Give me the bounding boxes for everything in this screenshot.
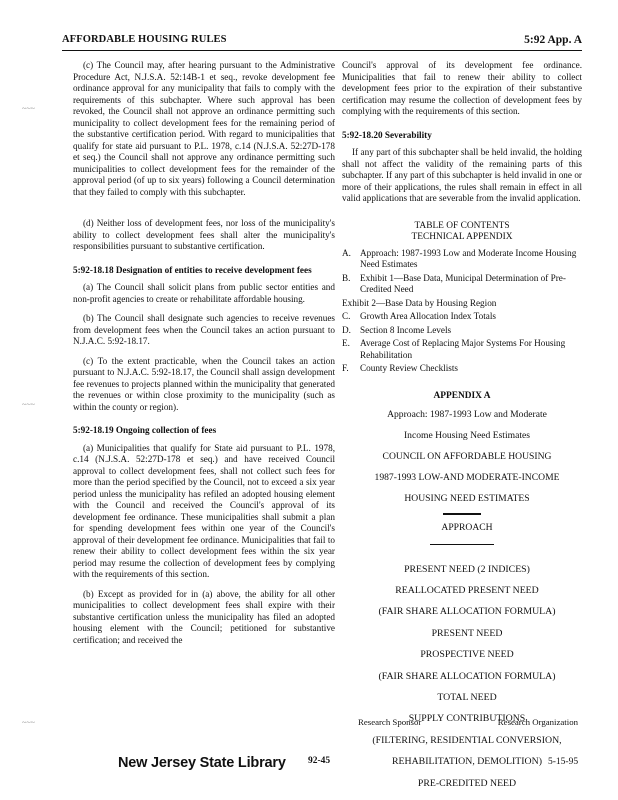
need-flow-line: PRE-CREDITED NEED <box>417 777 517 789</box>
margin-mark: ~~~ <box>22 104 35 113</box>
page-number: 92-45 <box>308 756 331 766</box>
toc-item <box>342 338 582 361</box>
need-flow-line: PRESENT NEED (2 INDICES) <box>404 563 530 575</box>
library-stamp: New Jersey State Library <box>118 755 286 771</box>
need-flow-list <box>342 563 582 790</box>
toc-list <box>342 248 582 375</box>
margin-mark: ~~~ <box>22 718 35 727</box>
toc-item-key: B. <box>342 272 351 283</box>
need-flow-line: REALLOCATED PRESENT NEED <box>395 584 539 596</box>
running-header <box>62 34 582 51</box>
paragraph-c-revocation: (c) The Council may, after hearing pursuant to the Administrative Procedure Act, N.J.S.A. 52:14B-1 et seq., revoke development fee ordinance approval for any municipality that fails to comply with the requirements of this subchapter. Where such approval has been revoked, the Council shall not approve an ordinance permitting such municipality to collect development fees for the remaining period of the substantive certification period. With regard to municipalities that qualify for state aid pursuant to P.L. 1978, c.14 (N.J.S.A. 52:27D-178 et seq.) the Council shall not approve any ordinance permitting such municipalities to collect development fees for the remainder of the approval period (of up to six years) following a Council determination that they failed to comply with this subchapter. <box>73 60 335 197</box>
toc-item <box>342 248 582 271</box>
toc-title: TABLE OF CONTENTS <box>414 220 510 231</box>
appendix-heading: APPENDIX A <box>433 390 491 401</box>
research-sponsor-label: Research Sponsor <box>358 717 422 727</box>
paragraph-18-a: (a) The Council shall solicit plans from public sector entities and non-profit agencies to create or rehabilitate affordable housing. <box>73 282 335 304</box>
appendix-subtitle-1: Approach: 1987-1993 Low and Moderate <box>387 409 547 420</box>
toc-item <box>342 298 582 310</box>
header-title: AFFORDABLE HOUSING RULES <box>62 34 227 45</box>
paragraph-d: (d) Neither loss of development fees, nor loss of the municipality's ability to collect development fees shall alter the municipality's responsibilities pursuant to substantive certification. <box>73 218 335 251</box>
toc-item-key: E. <box>342 338 350 348</box>
appendix-subtitle-2: Income Housing Need Estimates <box>403 430 531 441</box>
research-organization-label: Research Organization <box>497 717 578 727</box>
toc-item-text: Approach: 1987-1993 Low and Moderate Income Housing Need Estimates <box>360 247 577 269</box>
toc-item-text: County Review Checklists <box>360 363 458 373</box>
paragraph-severability: If any part of this subchapter shall be held invalid, the holding shall not affect the validity of the remaining parts of this subchapter. If any part of this subchapter is held invalid in one or more of their applications, the rules shall remain in effect in all valid applications that are severable from the invalid application. <box>342 147 582 203</box>
divider <box>430 544 494 545</box>
toc-item-text: Section 8 Income Levels <box>360 324 452 335</box>
toc-item-text: Average Cost of Replacing Major Systems For Housing Rehabilitation <box>360 338 566 360</box>
left-column <box>73 60 335 654</box>
paragraph-18-c: (c) To the extent practicable, when the Council takes an action pursuant to N.J.A.C. 5:92-18.17, the Council shall assign development fee revenues to projects planned within the municipality that generated the revenues or within close proximity to the municipality (such as within the county or region). <box>73 355 335 412</box>
toc-item-text: Exhibit 1—Base Data, Municipal Determination of Pre-Credited Need <box>360 272 566 294</box>
toc-item-text: Growth Area Allocation Index Totals <box>360 311 496 321</box>
need-flow-line: TOTAL NEED <box>437 691 497 703</box>
section-heading-18-19: 5:92-18.19 Ongoing collection of fees <box>73 425 217 435</box>
paragraph-19-a: (a) Municipalities that qualify for State aid pursuant to P.L. 1978, c.14 (N.J.S.A. 52:27D-178 et seq.) and have received Council approval to collect development fees, shall not collect such fees for more than the period specified by the Council, not to exceed a six year period unless the municipality has refiled an adopted housing element with the Council and received the Council's approval of its development fee ordinance. These municipalities shall submit a plan for spending development fees within one year of the Council's approval of their development fee ordinance. Municipalities that fail to renew their ability to collect development fees within the six year period may resume the collection of development fees by complying with the requirements of this section. <box>73 442 335 579</box>
right-column <box>342 60 582 798</box>
need-flow-line: (FILTERING, RESIDENTIAL CONVERSION, <box>372 734 562 746</box>
page-date: 5-15-95 <box>548 757 579 767</box>
council-line-3: HOUSING NEED ESTIMATES <box>404 493 530 504</box>
toc-item-key: C. <box>342 311 351 321</box>
section-heading-18-20: 5:92-18.20 Severability <box>342 129 432 140</box>
section-heading-18-18: 5:92-18.18 Designation of entities to receive development fees <box>73 264 312 275</box>
approach-label: APPROACH <box>441 521 493 533</box>
toc-item-text: Exhibit 2—Base Data by Housing Region <box>342 297 497 308</box>
toc-item <box>342 311 582 323</box>
need-flow-line: REHABILITATION, DEMOLITION) <box>392 756 542 768</box>
paragraph-18-b: (b) The Council shall designate such agencies to receive revenues from development fees when the Council takes an action pursuant to N.J.A.C. 5:92-18.17. <box>73 313 335 346</box>
toc-item-key: F. <box>342 363 349 373</box>
toc-subtitle: TECHNICAL APPENDIX <box>411 232 513 242</box>
council-line-2: 1987-1993 LOW-AND MODERATE-INCOME <box>374 472 560 483</box>
toc-item-key: D. <box>342 324 351 335</box>
paragraph-19-b: (b) Except as provided for in (a) above, the ability for all other municipalities to collect development fees shall expire with their substantive certification unless the municipality has filed an adopted housing element with the Council; petitioned for substantive certification; and received the <box>73 588 335 645</box>
need-flow-line: (FAIR SHARE ALLOCATION FORMULA) <box>378 670 556 682</box>
toc-item-key: A. <box>342 247 351 258</box>
divider <box>443 513 481 515</box>
margin-mark: ~~~ <box>22 400 35 409</box>
toc-item <box>342 363 582 375</box>
need-flow-line: (FAIR SHARE ALLOCATION FORMULA) <box>378 606 556 618</box>
council-line-1: COUNCIL ON AFFORDABLE HOUSING <box>382 451 552 462</box>
toc-item <box>342 273 582 296</box>
paragraph-continued: Council's approval of its development fee ordinance. Municipalities that fail to renew their ability to collect development fees prior to the expiration of their substantive certification may resume the collection of development fees by complying with the requirements of this section. <box>342 60 582 116</box>
need-flow-line: PRESENT NEED <box>431 627 503 639</box>
need-flow-line: PROSPECTIVE NEED <box>420 649 514 661</box>
header-section: 5:92 App. A <box>524 34 582 46</box>
need-flow-line: SUPPLY CONTRIBUTIONS <box>408 713 526 725</box>
toc-item <box>342 325 582 337</box>
